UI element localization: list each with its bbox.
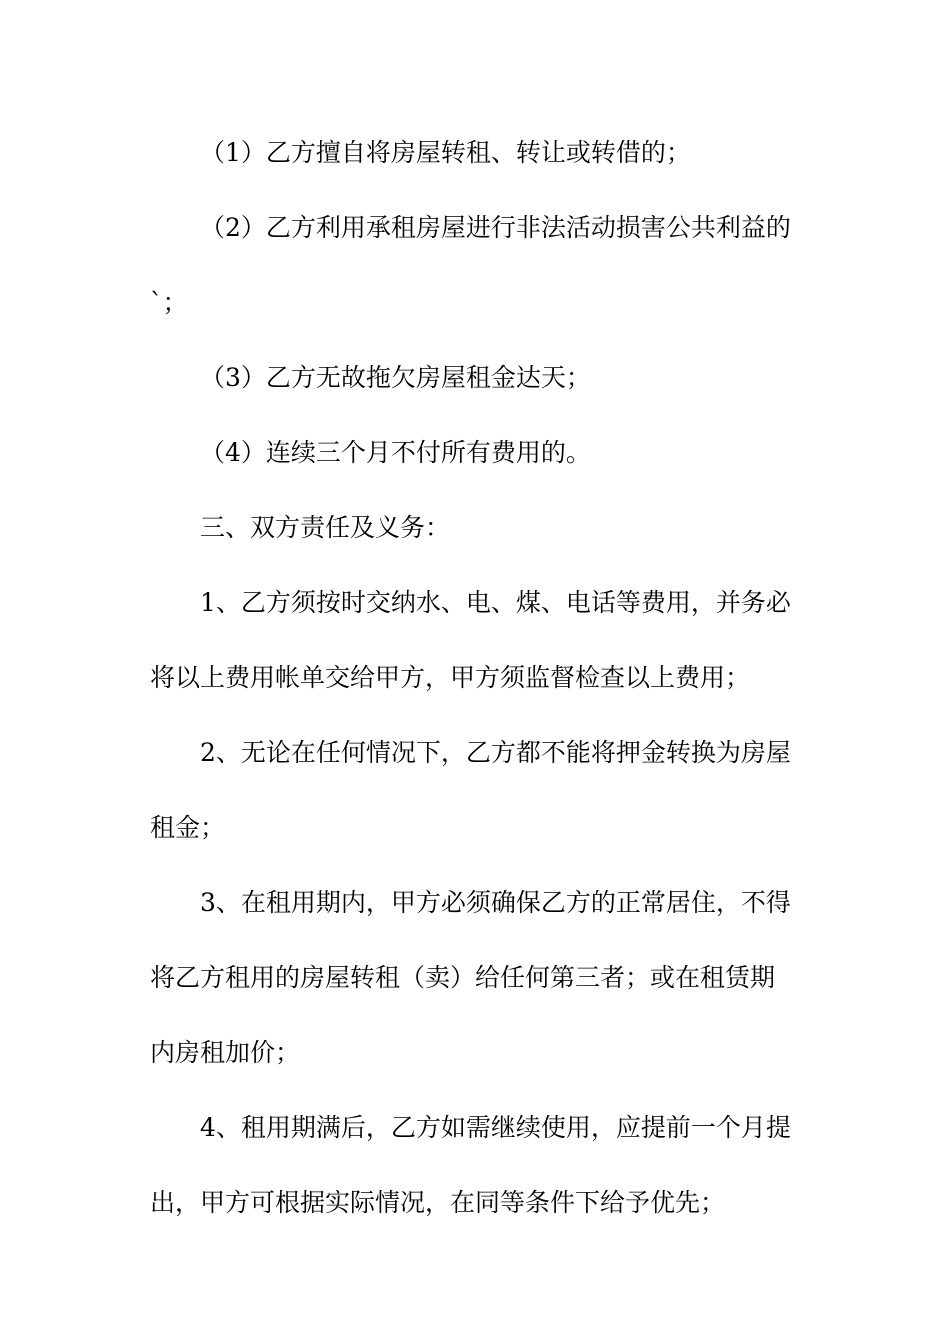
paragraph-clause-2-line-2: `； <box>150 288 188 317</box>
paragraph-clause-2-line-1: （2）乙方利用承租房屋进行非法活动损害公共利益的 <box>200 213 791 242</box>
paragraph-item-1-line-1: 1、乙方须按时交纳水、电、煤、电话等费用，并务必 <box>200 588 791 617</box>
paragraph-item-1-line-2: 将以上费用帐单交给甲方，甲方须监督检查以上费用； <box>150 663 751 692</box>
paragraph-item-2-line-1: 2、无论在任何情况下，乙方都不能将押金转换为房屋 <box>200 738 791 767</box>
paragraph-clause-3: （3）乙方无故拖欠房屋租金达天； <box>200 363 591 392</box>
paragraph-item-3-line-3: 内房租加价； <box>150 1038 301 1067</box>
paragraph-item-4-line-2: 出，甲方可根据实际情况，在同等条件下给予优先； <box>150 1188 726 1217</box>
paragraph-item-3-line-1: 3、在租用期内，甲方必须确保乙方的正常居住，不得 <box>200 888 791 917</box>
paragraph-clause-4: （4）连续三个月不付所有费用的。 <box>200 438 591 467</box>
section-heading-responsibilities: 三、双方责任及义务： <box>200 513 451 542</box>
paragraph-item-4-line-1: 4、租用期满后，乙方如需继续使用，应提前一个月提 <box>200 1113 791 1142</box>
paragraph-item-2-line-2: 租金； <box>150 813 226 842</box>
paragraph-clause-1: （1）乙方擅自将房屋转租、转让或转借的； <box>200 138 691 167</box>
paragraph-item-3-line-2: 将乙方租用的房屋转租（卖）给任何第三者；或在租赁期 <box>150 963 776 992</box>
